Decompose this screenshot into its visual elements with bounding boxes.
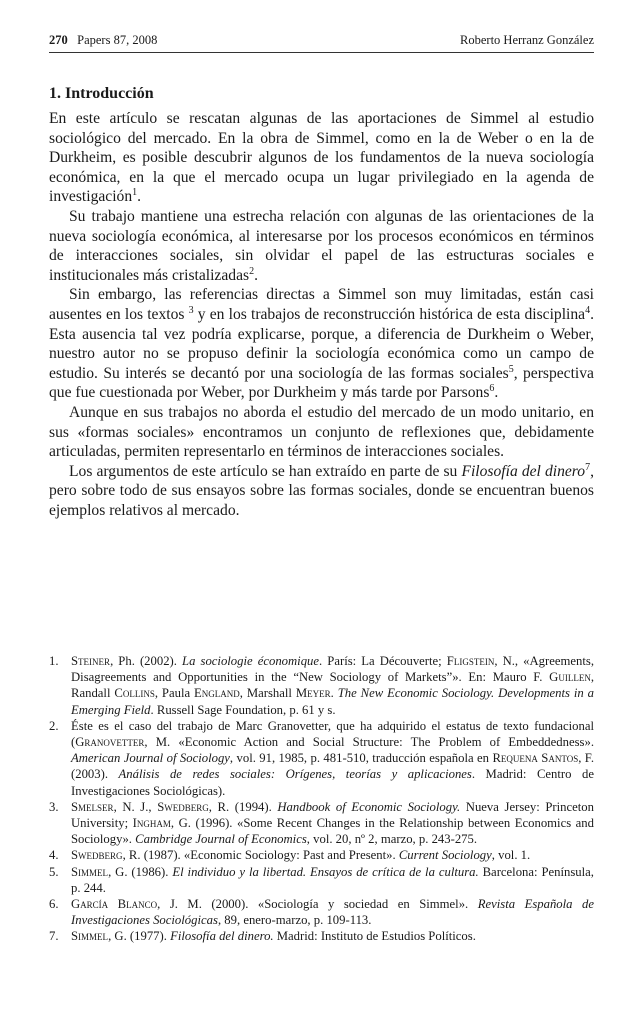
paragraph-2: Su trabajo mantiene una estrecha relación con algunas de las orientaciones de la nueva sociología económica, al interesarse por los procesos económicos en términos de interacciones sociales, sin olvidar el papel de las estructuras sociales e institucionales más cristalizadas$^2$. [49, 207, 594, 284]
footnotes [49, 653, 594, 945]
paragraph-1: En este artículo se rescatan algunas de las aportaciones de Simmel al estudio sociológico del mercado. En la obra de Simmel, como en la de Weber o en la de Durkheim, es posible descubrir algunos de los fundamentos de la nueva sociología económica, en la que el mercado ocupa un lugar privilegiado en la agenda de investigación$^1$. [49, 110, 594, 206]
footnote-2: 2. Éste es el caso del trabajo de Marc Granovetter, que ha adquirido el estatus de texto fundacional (Granovetter, M. «Economic Action and Social Structure: The Problem of Embeddedness». American Journal of Sociology, vol. 91, 1985, p. 481-510, traducción española en Requena Santos, F. (2003). Análisis de redes sociales: Orígenes, teorías y aplicaciones. Madrid: Centro de Investigaciones Sociológicas). [49, 718, 594, 798]
footnote-number: 1. [49, 654, 59, 668]
paragraph-5: Los argumentos de este artículo se han extraído en parte de su Filosofía del dinero$^7$, pero sobre todo de sus ensayos sobre las formas sociales, donde se encuentran buenos ejemplos relativos al mercado. [49, 461, 594, 519]
footnote-ref-3[interactable]: 3 [188, 304, 194, 316]
footnote-ref-4[interactable]: 4 [585, 304, 591, 316]
paragraph-4: Aunque en sus trabajos no aborda el estudio del mercado de un modo unitario, en sus «formas sociales» encontramos un conjunto de reflexiones que, debidamente articuladas, permiten representarlo en términos de interacciones sociales. [49, 403, 594, 461]
footnote-6: 6. García Blanco, J. M. (2000). «Sociología y sociedad en Simmel». Revista Española de Investigaciones Sociológicas, 89, enero-marzo, p. 109-113. [49, 897, 594, 928]
header-rule [49, 52, 594, 53]
page-number: 270 [49, 33, 68, 47]
book-title: Filosofía del dinero [461, 462, 586, 480]
footnote-ref-7[interactable]: 7 [585, 461, 591, 473]
header-author: Roberto Herranz González [460, 33, 594, 47]
footnote-ref-5[interactable]: 5 [508, 363, 514, 375]
footnote-number: 4. [49, 848, 59, 863]
footnote-7: 7. Simmel, G. (1977). Filosofía del dinero. Madrid: Instituto de Estudios Políticos. [49, 929, 476, 944]
footnote-number: 5. [49, 864, 59, 879]
running-header [49, 30, 594, 48]
paragraph-3: Sin embargo, las referencias directas a Simmel son muy limitadas, están casi ausentes en los textos $^3$ y en los trabajos de reconstrucción histórica de esta disciplina$^4$. Esta ausencia tal vez podría explicarse, porque, a diferencia de Durkheim o Weber, nuestro autor no se propuso definir la sociología económica como un campo de estudio. Su interés se decantó por una sociología de las formas sociales$^5$, perspectiva que fue cuestionada por Weber, por Durkheim y más tarde por Parsons$^6$. [49, 286, 595, 402]
footnote-number: 6. [49, 897, 59, 912]
footnote-4: 4. Swedberg, R. (1987). «Economic Sociology: Past and Present». Current Sociology, vol. 1. [49, 848, 531, 863]
footnote-number: 3. [49, 799, 59, 814]
header-left [49, 33, 157, 48]
footnote-number: 7. [49, 929, 59, 944]
footnote-1: 1. Steiner, Ph. (2002). La sociologie économique. París: La Découverte; Fligstein, N., «Agreements, Disagreements and Opportunities in the “New Sociology of Markets”». En: Mauro F. Guillen, Randall Collins, Paula England, Marshall Meyer. The New Economic Sociology. Developments in a Emerging Field. Russell Sage Foundation, p. 61 y s. [49, 654, 595, 717]
section-title: 1. Introducción [49, 85, 154, 102]
footnote-ref-2[interactable]: 2 [249, 265, 255, 277]
footnote-ref-1[interactable]: 1 [132, 187, 138, 199]
footnote-ref-6[interactable]: 6 [489, 383, 495, 395]
footnote-3: 3. Smelser, N. J., Swedberg, R. (1994). Handbook of Economic Sociology. Nueva Jersey: Princeton University; Ingham, G. (1996). «Some Recent Changes in the Relationship between Economics and Sociology». Cambridge Journal of Economics, vol. 20, nº 2, marzo, p. 243-275. [49, 799, 594, 847]
body-text [49, 109, 594, 520]
footnote-number: 2. [49, 718, 59, 733]
journal-reference: Papers 87, 2008 [77, 33, 158, 47]
footnote-5: 5. Simmel, G. (1986). El individuo y la libertad. Ensayos de crítica de la cultura. Barcelona: Península, p. 244. [49, 864, 594, 895]
